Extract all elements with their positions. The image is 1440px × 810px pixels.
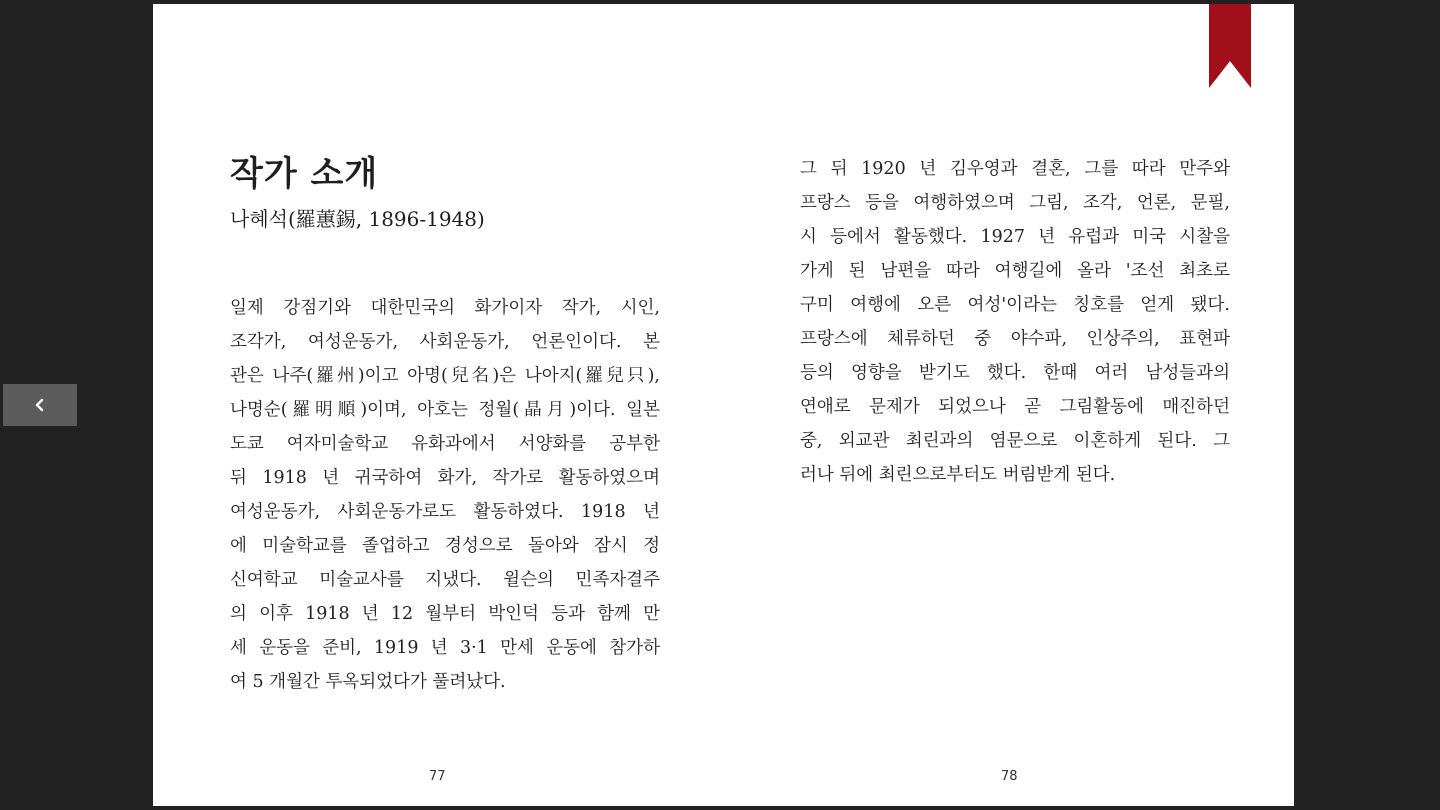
text-line: 의 이후 1918 년 12 월부터 박인덕 등과 함께 만 <box>230 604 660 624</box>
text-line: 러나 뒤에 최린으로부터도 버림받게 된다. <box>800 465 1116 485</box>
text-line: 연애로 문제가 되었으나 곧 그림활동에 매진하던 <box>800 397 1230 417</box>
text-line: 관은 나주(羅州)이고 아명(兒名)은 나아지(羅兒只), <box>230 366 660 386</box>
left-body-text <box>230 291 660 699</box>
chevron-left-icon <box>33 397 47 413</box>
text-line: 신여학교 미술교사를 지냈다. 윌슨의 민족자결주 <box>230 570 660 590</box>
text-line: 세 운동을 준비, 1919 년 3·1 만세 운동에 참가하 <box>230 638 660 658</box>
page-number-right: 78 <box>1001 769 1018 784</box>
text-line: 여 5 개월간 투옥되었다가 풀려났다. <box>230 672 506 692</box>
text-line: 중, 외교관 최린과의 염문으로 이혼하게 된다. 그 <box>800 431 1230 451</box>
book-spread <box>153 4 1294 806</box>
left-page <box>230 4 660 806</box>
text-line: 뒤 1918 년 귀국하여 화가, 작가로 활동하였으며 <box>230 468 660 488</box>
text-line: 시 등에서 활동했다. 1927 년 유럽과 미국 시찰을 <box>800 227 1230 247</box>
text-line: 나명순(羅明順)이며, 아호는 정월(晶月)이다. 일본 <box>230 400 660 420</box>
text-line: 구미 여행에 오른 여성'이라는 칭호를 얻게 됐다. <box>800 295 1230 315</box>
text-line: 그 뒤 1920 년 김우영과 결혼, 그를 따라 만주와 <box>800 159 1230 179</box>
text-line: 조각가, 여성운동가, 사회운동가, 언론인이다. 본 <box>230 332 660 352</box>
text-line: 등의 영향을 받기도 했다. 한때 여러 남성들과의 <box>800 363 1230 383</box>
prev-page-button[interactable] <box>3 384 77 426</box>
text-line: 가게 된 남편을 따라 여행길에 올라 '조선 최초로 <box>800 261 1230 281</box>
text-line: 여성운동가, 사회운동가로도 활동하였다. 1918 년 <box>230 502 660 522</box>
text-line: 프랑스 등을 여행하였으며 그림, 조각, 언론, 문필, <box>800 193 1230 213</box>
page-title: 작가 소개 <box>230 154 379 194</box>
text-line: 프랑스에 체류하던 중 야수파, 인상주의, 표현파 <box>800 329 1230 349</box>
text-line: 에 미술학교를 졸업하고 경성으로 돌아와 잠시 정 <box>230 536 660 556</box>
right-page <box>800 4 1230 806</box>
page-number-left: 77 <box>429 769 446 784</box>
author-subtitle: 나혜석(羅蕙錫, 1896-1948) <box>230 207 485 231</box>
text-line: 일제 강점기와 대한민국의 화가이자 작가, 시인, <box>230 298 660 318</box>
text-line: 도쿄 여자미술학교 유화과에서 서양화를 공부한 <box>230 434 660 454</box>
right-body-text <box>800 152 1230 492</box>
